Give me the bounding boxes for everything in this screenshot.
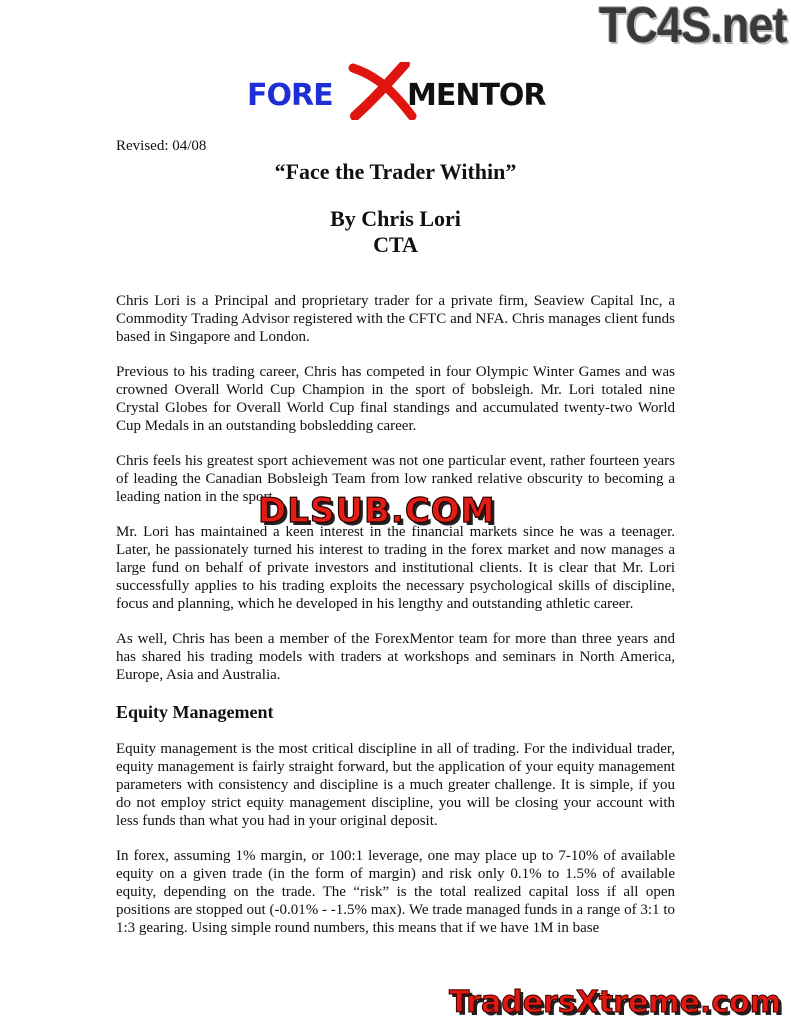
paragraph: Chris Lori is a Principal and proprietary trader for a private firm, Seaview Capital Inc, a Commodity Trading Advisor registered with the CFTC and NFA. Chris manages client funds based in Singapore and London. xyxy=(116,293,675,345)
paragraph: Equity management is the most critical discipline in all of trading. For the individual trader, equity management is fairly straight forward, but the application of your equity management parameters with consistency and discipline is a much greater challenge. It is simple, if you do not employ strict equity management discipline, you will be closing your account with less funds than what you had in your original deposit. xyxy=(116,741,675,829)
document-body xyxy=(116,136,675,954)
tc4s-watermark: TC4S.net xyxy=(599,0,787,53)
revised-date: Revised: 04/08 xyxy=(116,138,207,154)
paragraph: Chris feels his greatest sport achievement was not one particular event, rather fourteen years of leading the Canadian Bobsleigh Team from low ranked relative obscurity to becoming a leading nation in the sport. xyxy=(116,453,675,505)
tradersxtreme-watermark: TradersXtreme.com xyxy=(449,985,781,1020)
forexmentor-logo-image xyxy=(247,62,547,120)
paragraph: In forex, assuming 1% margin, or 100:1 leverage, one may place up to 7-10% of available equity on a given trade (in the form of margin) and risk only 0.1% to 1.5% of available equity, depending on the trade. The “risk” is the total realized capital loss if all open positions are stopped out (-0.01% - -1.5% max). We trade managed funds in a range of 3:1 to 1:3 gearing. Using simple round numbers, this means that if we have 1M in base xyxy=(116,848,675,936)
logo-text-fore: FORE xyxy=(247,78,333,113)
dlsub-watermark: DLSUB.COM xyxy=(258,491,496,531)
paragraph: Mr. Lori has maintained a keen interest in the financial markets since he was a teenager. Later, he passionately turned his interest to trading in the forex market and now manages a large fund on behalf of private investors and institutional clients. It is clear that Mr. Lori successfully applies to his trading exploits the necessary psychological skills of discipline, focus and planning, which he developed in his lengthy and outstanding athletic career. xyxy=(116,524,675,612)
document-title: “Face the Trader Within” xyxy=(274,159,517,184)
forexmentor-logo xyxy=(247,62,547,120)
logo-text-mentor: MENTOR xyxy=(407,78,546,113)
author-byline: By Chris Lori xyxy=(330,206,461,231)
author-credential: CTA xyxy=(373,232,418,257)
paragraph: Previous to his trading career, Chris has competed in four Olympic Winter Games and was crowned Overall World Cup Champion in the sport of bobsleigh. Mr. Lori totaled nine Crystal Globes for Overall World Cup final standings and accumulated twenty-two World Cup Medals in an outstanding bobsledding career. xyxy=(116,364,675,434)
section-heading: Equity Management xyxy=(116,702,274,722)
paragraph: As well, Chris has been a member of the ForexMentor team for more than three years and has shared his trading models with traders at workshops and seminars in North America, Europe, Asia and Australia. xyxy=(116,631,675,683)
bio-section xyxy=(116,292,675,684)
